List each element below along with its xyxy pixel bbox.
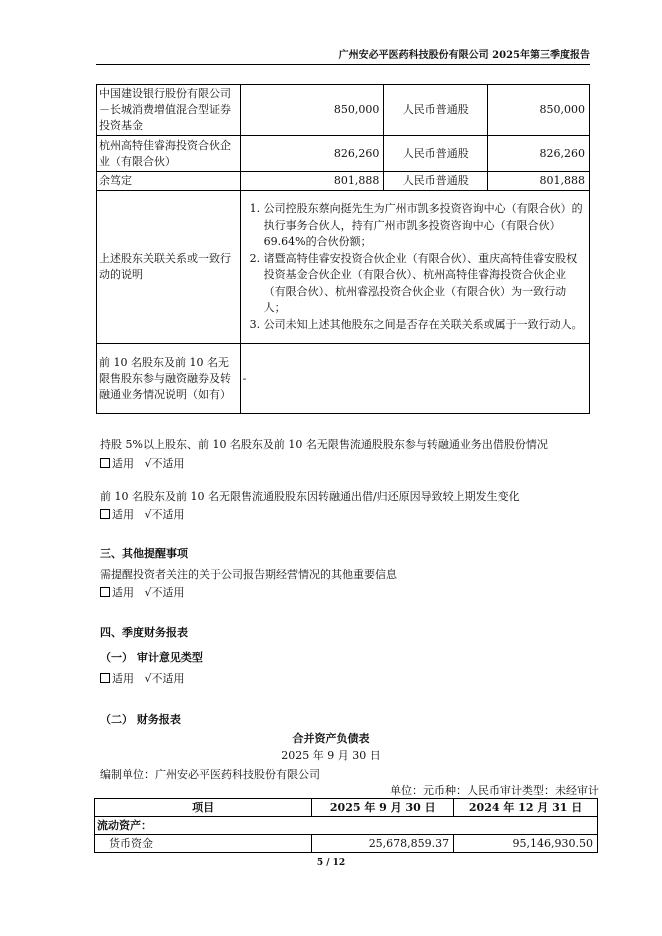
lending-paragraph: 持股 5%以上股东、前 10 名股东及前 10 名无限售流通股股东参与转融通业务出借股份情况 (100, 438, 548, 451)
share-type: 人民币普通股 (384, 136, 488, 172)
current-value: 25,678,859.37 (312, 835, 454, 853)
applicable-label: 适用 (112, 586, 134, 599)
table-row (95, 835, 598, 853)
shareholder-name: 杭州高特佳睿海投资合伙企业（有限合伙） (97, 136, 241, 172)
subsection-title: （一） 审计意见类型 (100, 651, 203, 664)
table-row (97, 191, 590, 344)
list-item: 1. 公司控股东蔡向挺先生为广州市凯多投资咨询中心（有限合伙）的执行事务合伙人，持有广州市凯多投资咨询中心（有限合伙）69.64%的合伙份额； (264, 201, 588, 251)
checkbox-line (100, 455, 185, 471)
table-header-row (95, 799, 598, 817)
section-title: 四、季度财务报表 (100, 626, 188, 639)
applicable-label: 适用 (112, 457, 134, 470)
checkbox-unchecked (100, 587, 110, 597)
checkbox-line (100, 584, 185, 600)
share-count: 801,888 (488, 172, 590, 191)
shares-held: 801,888 (240, 172, 384, 191)
not-applicable-label: 不适用 (151, 508, 185, 521)
list-item: 3. 公司未知上述其他股东之间是否存在关联关系或属于一致行动人。 (264, 317, 588, 334)
statement-date: 2025 年 9 月 30 日 (281, 749, 381, 762)
check-mark: √ (144, 508, 152, 521)
table-row (97, 344, 590, 414)
margin-label: 前 10 名股东及前 10 名无限售股东参与融资融券及转融通业务情况说明（如有） (97, 344, 241, 414)
check-mark: √ (144, 586, 152, 599)
balance-sheet-table (94, 798, 598, 853)
shares-held: 826,260 (240, 136, 384, 172)
applicable-label: 适用 (112, 672, 134, 685)
margin-value: - (240, 344, 589, 414)
preparer: 编制单位：广州安必平医药科技股份有限公司 (100, 768, 320, 781)
applicable-label: 适用 (112, 508, 134, 521)
statement-title: 合并资产负债表 (292, 732, 370, 745)
share-count: 826,260 (488, 136, 590, 172)
shareholder-name: 中国建设银行股份有限公司－长城消费增值混合型证券投资基金 (97, 85, 241, 136)
section-text: 需提醒投资者关注的关于公司报告期经营情况的其他重要信息 (100, 568, 397, 581)
item-name: 货币资金 (95, 835, 312, 853)
list-item: 2. 诸暨高特佳睿安投资合伙企业（有限合伙）、重庆高特佳睿安股权投资基金合伙企业（有限合伙）、杭州高特佳睿海投资合伙企业（有限合伙）、杭州睿泓投资合伙企业（有限合伙）为一致行动人； (264, 251, 588, 317)
shareholder-table (96, 84, 590, 414)
shareholder-name: 余笃定 (97, 172, 241, 191)
change-paragraph: 前 10 名股东及前 10 名无限售流通股股东因转融通出借/归还原因导致较上期发生变化 (100, 490, 520, 503)
relation-description (240, 191, 589, 344)
section-label: 流动资产： (95, 817, 598, 835)
not-applicable-label: 不适用 (151, 586, 185, 599)
checkbox-line (100, 670, 185, 686)
checkbox-unchecked (100, 509, 110, 519)
share-type: 人民币普通股 (384, 172, 488, 191)
check-mark: √ (144, 672, 152, 685)
header-prior: 2024 年 12 月 31 日 (454, 799, 598, 817)
unit-note: 单位：元币种：人民币审计类型：未经审计 (390, 784, 599, 797)
relation-label: 上述股东关联关系或一致行动的说明 (97, 191, 241, 344)
table-row (95, 817, 598, 835)
header-item: 项目 (95, 799, 312, 817)
section-title: 三、其他提醒事项 (100, 547, 188, 560)
checkbox-unchecked (100, 673, 110, 683)
table-row (97, 172, 590, 191)
check-mark: √ (144, 457, 152, 470)
relation-list (242, 201, 588, 333)
shares-held: 850,000 (240, 85, 384, 136)
subsection-title: （二） 财务报表 (100, 713, 181, 726)
share-type: 人民币普通股 (384, 85, 488, 136)
checkbox-unchecked (100, 458, 110, 468)
prior-value: 95,146,930.50 (454, 835, 598, 853)
header-current: 2025 年 9 月 30 日 (312, 799, 454, 817)
not-applicable-label: 不适用 (151, 457, 185, 470)
share-count: 850,000 (488, 85, 590, 136)
page-header: 广州安必平医药科技股份有限公司 2025年第三季度报告 (96, 46, 590, 65)
not-applicable-label: 不适用 (151, 672, 185, 685)
page-number: 5 / 12 (316, 858, 346, 868)
table-row (97, 136, 590, 172)
table-row (97, 85, 590, 136)
checkbox-line (100, 506, 185, 522)
